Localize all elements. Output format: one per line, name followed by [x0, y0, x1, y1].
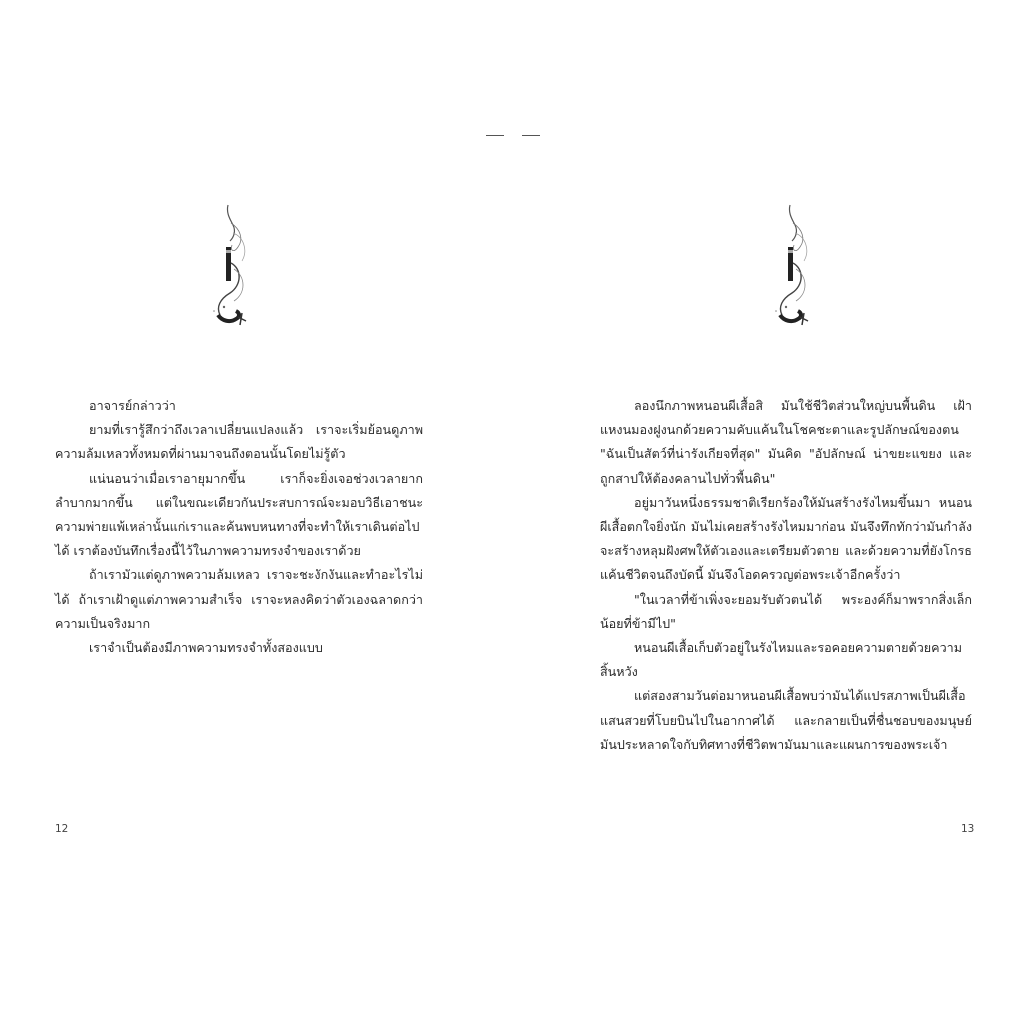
- right-page: [512, 0, 1024, 1024]
- paragraph: ลองนึกภาพหนอนผีเสื้อสิ มันใช้ชีวิตส่วนใหญ่บนพื้นดิน เฝ้าแหงนมองฝูงนกด้วยความคับแค้นในโชคชะตาและรูปลักษณ์ของตน "ฉันเป็นสัตว์ที่น่ารังเกียจที่สุด" มันคิด "อัปลักษณ์ น่าขยะแขยง และถูกสาปให้ต้องคลานไปทั่วพื้นดิน": [600, 398, 972, 486]
- paragraph: หนอนผีเสื้อเก็บตัวอยู่ในรังไหมและรอคอยความตายด้วยความสิ้นหวัง: [600, 640, 963, 680]
- paragraph: เราจำเป็นต้องมีภาพความทรงจำทั้งสองแบบ: [89, 640, 323, 656]
- ink-brush-ornament-icon: [762, 203, 822, 333]
- paragraph: ยามที่เรารู้สึกว่าถึงเวลาเปลี่ยนแปลงแล้ว เราจะเริ่มย้อนดูภาพความล้มเหลวทั้งหมดที่ผ่านมาจนถึงตอนนั้นโดยไม่รู้ตัว: [55, 422, 423, 462]
- paragraph: แน่นอนว่าเมื่อเราอายุมากขึ้น เราก็จะยิ่งเจอช่วงเวลายากลำบากมากขึ้น แต่ในขณะเดียวกันประสบการณ์จะมอบวิธีเอาชนะความพ่ายแพ้เหล่านั้นแก่เราและค้นพบหนทางที่จะทำให้เราเดินต่อไปได้ เราต้องบันทึกเรื่องนี้ไว้ในภาพความทรงจำของเราด้วย: [55, 470, 423, 559]
- right-page-body: [600, 394, 972, 757]
- paragraph: อาจารย์กล่าวว่า: [89, 398, 176, 413]
- left-page-body: [55, 394, 423, 660]
- paragraph: แต่สองสามวันต่อมาหนอนผีเสื้อพบว่ามันได้แปรสภาพเป็นผีเสื้อแสนสวยที่โบยบินไปในอากาศได้ และกลายเป็นที่ชื่นชอบของมนุษย์ มันประหลาดใจกับทิศทางที่ชีวิตพามันมาและแผนการของพระเจ้า: [600, 688, 972, 752]
- paragraph: "ในเวลาที่ข้าเพิ่งจะยอมรับตัวตนได้ พระองค์ก็มาพรากสิ่งเล็กน้อยที่ข้ามีไป": [600, 591, 972, 631]
- paragraph: อยู่มาวันหนึ่งธรรมชาติเรียกร้องให้มันสร้างรังไหมขึ้นมา หนอนผีเสื้อตกใจยิ่งนัก มันไม่เคยสร้างรังไหมมาก่อน มันจึงทึกทักว่ามันกำลังจะสร้างหลุมฝังศพให้ตัวเองและเตรียมตัวตาย และด้วยความที่ยังโกรธแค้นชีวิตจนถึงบัดนี้ มันจึงโอดครวญต่อพระเจ้าอีกครั้งว่า: [600, 494, 972, 583]
- ink-brush-ornament-icon: [200, 203, 260, 333]
- page-number: 13: [961, 823, 975, 835]
- paragraph: ถ้าเรามัวแต่ดูภาพความล้มเหลว เราจะชะงักงันและทำอะไรไม่ได้ ถ้าเราเฝ้าดูแต่ภาพความสำเร็จ เราจะหลงคิดว่าตัวเองฉลาดกว่าความเป็นจริงมาก: [55, 567, 423, 631]
- page-number: 12: [55, 823, 69, 835]
